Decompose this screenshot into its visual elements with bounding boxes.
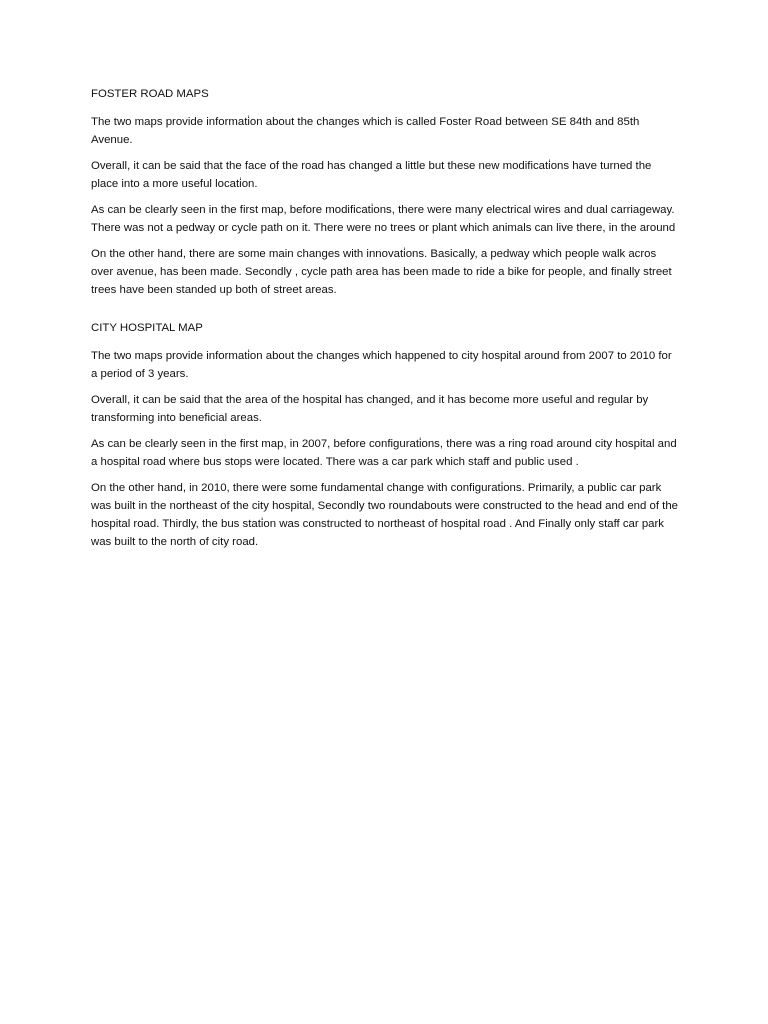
- paragraph: Overall, it can be said that the area of the hospital has changed, and it has become more useful and regular by transforming into beneficial areas.: [91, 394, 649, 424]
- paragraph: The two maps provide informati̇on about the changes which is called Foster Road between SE 84th and 85th Avenue.: [91, 116, 640, 146]
- section-foster-road-maps: [91, 85, 681, 299]
- section-title: CITY HOSPITAL MAP: [91, 322, 203, 334]
- paragraph: On the other hand, in 2010, there were some fundamental change with configurati̇ons. Primarily, a public car park was built in the northeast of the city hospital, Secondly two roundabouts were constructed to the head and end of the hospital road. Thirdly, the bus stati̇on was constructed to northeast of hospital road . And Finally only staff car park was built to the north of city road.: [91, 482, 678, 548]
- section-title: FOSTER ROAD MAPS: [91, 88, 209, 100]
- paragraph: Overall, it can be said that the face of the road has changed a little but these new modificati̇ons have turned the place into a more useful locati̇on.: [91, 160, 652, 190]
- paragraph: As can be clearly seen in the first map, before modificati̇ons, there were many electrical wires and dual carriageway. There was not a pedway or cycle path on it. There were no trees or plant which animals can live there, in the around: [91, 204, 676, 234]
- paragraph: As can be clearly seen in the first map, in 2007, before configurati̇ons, there was a ring road around city hospital and a hospital road where bus stops were located. There was a car park which staff and public used .: [91, 438, 677, 468]
- paragraph: On the other hand, there are some main changes with innovati̇ons. Basically, a pedway which people walk acros over avenue, has been made. Secondly , cycle path area has been made to ride a bike for people, and finally street trees have been standed up both of street areas.: [91, 248, 672, 296]
- paragraph: The two maps provide informati̇on about the changes which happened to city hospital around from 2007 to 2010 for a period of 3 years.: [91, 350, 672, 380]
- section-city-hospital-map: [91, 319, 681, 551]
- document-body: [91, 85, 681, 559]
